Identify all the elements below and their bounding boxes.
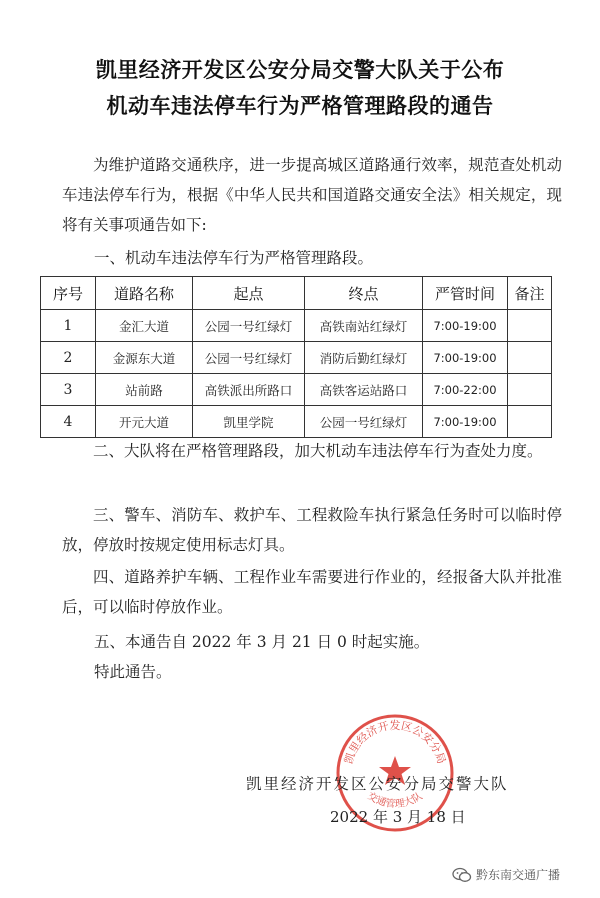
row-road: 金汇大道 <box>96 310 193 342</box>
row-road: 金源东大道 <box>96 342 193 374</box>
row-start: 公园一号红绿灯 <box>193 310 305 342</box>
row-no: 4 <box>41 406 96 438</box>
row-note <box>508 406 552 438</box>
header-no: 序号 <box>41 277 96 310</box>
row-end: 高铁客运站路口 <box>305 374 423 406</box>
row-note <box>508 374 552 406</box>
section-5-paragraph: 五、本通告自 2022 年 3 月 21 日 0 时起实施。 <box>94 633 430 651</box>
wechat-icon <box>452 867 472 883</box>
header-time: 严管时间 <box>423 277 508 310</box>
table-row <box>41 406 552 438</box>
section-4-paragraph: 四、道路养护车辆、工程作业车需要进行作业的，经报备大队并批准后，可以临时停放作业。 <box>62 568 562 616</box>
seal-bottom-text: 交通管理大队 <box>365 790 425 811</box>
notice-title-line2: 机动车违法停车行为严格管理路段的通告 <box>106 94 494 118</box>
row-start: 凯里学院 <box>193 406 305 438</box>
road-table <box>40 276 552 438</box>
row-no: 1 <box>41 310 96 342</box>
row-end: 公园一号红绿灯 <box>305 406 423 438</box>
watermark-text: 黔东南交通广播 <box>476 868 561 882</box>
row-end: 高铁南站红绿灯 <box>305 310 423 342</box>
watermark <box>452 866 560 883</box>
row-road: 开元大道 <box>96 406 193 438</box>
section-1-heading: 一、机动车违法停车行为严格管理路段。 <box>94 249 374 267</box>
row-start: 高铁派出所路口 <box>193 374 305 406</box>
table-header-row <box>41 277 552 310</box>
section-2-paragraph: 二、大队将在严格管理路段，加大机动车违法停车行为查处力度。 <box>93 442 543 460</box>
row-road: 站前路 <box>96 374 193 406</box>
row-no: 2 <box>41 342 96 374</box>
header-end: 终点 <box>305 277 423 310</box>
header-note: 备注 <box>508 277 552 310</box>
row-time: 7:00-22:00 <box>423 374 508 406</box>
closing-text: 特此通告。 <box>94 663 172 681</box>
row-start: 公园一号红绿灯 <box>193 342 305 374</box>
header-road: 道路名称 <box>96 277 193 310</box>
row-note <box>508 342 552 374</box>
section-3-paragraph: 三、警车、消防车、救护车、工程救险车执行紧急任务时可以临时停放，停放时按规定使用标志灯具。 <box>62 506 562 554</box>
seal-text: 凯里经济开发区公安分局 <box>341 719 449 766</box>
header-start: 起点 <box>193 277 305 310</box>
row-time: 7:00-19:00 <box>423 310 508 342</box>
row-time: 7:00-19:00 <box>423 342 508 374</box>
issue-date: 2022 年 3 月 18 日 <box>330 808 466 826</box>
table-row <box>41 342 552 374</box>
table-row <box>41 374 552 406</box>
row-end: 消防后勤红绿灯 <box>305 342 423 374</box>
table-row <box>41 310 552 342</box>
row-note <box>508 310 552 342</box>
intro-paragraph: 为维护道路交通秩序，进一步提高城区道路通行效率，规范查处机动车违法停车行为，根据《中华人民共和国道路交通安全法》相关规定，现将有关事项通告如下: <box>62 156 562 234</box>
row-time: 7:00-19:00 <box>423 406 508 438</box>
row-no: 3 <box>41 374 96 406</box>
issuer-signature: 凯里经济开发区公安分局交警大队 <box>246 775 509 793</box>
notice-title-line1: 凯里经济开发区公安分局交警大队关于公布 <box>95 58 505 82</box>
